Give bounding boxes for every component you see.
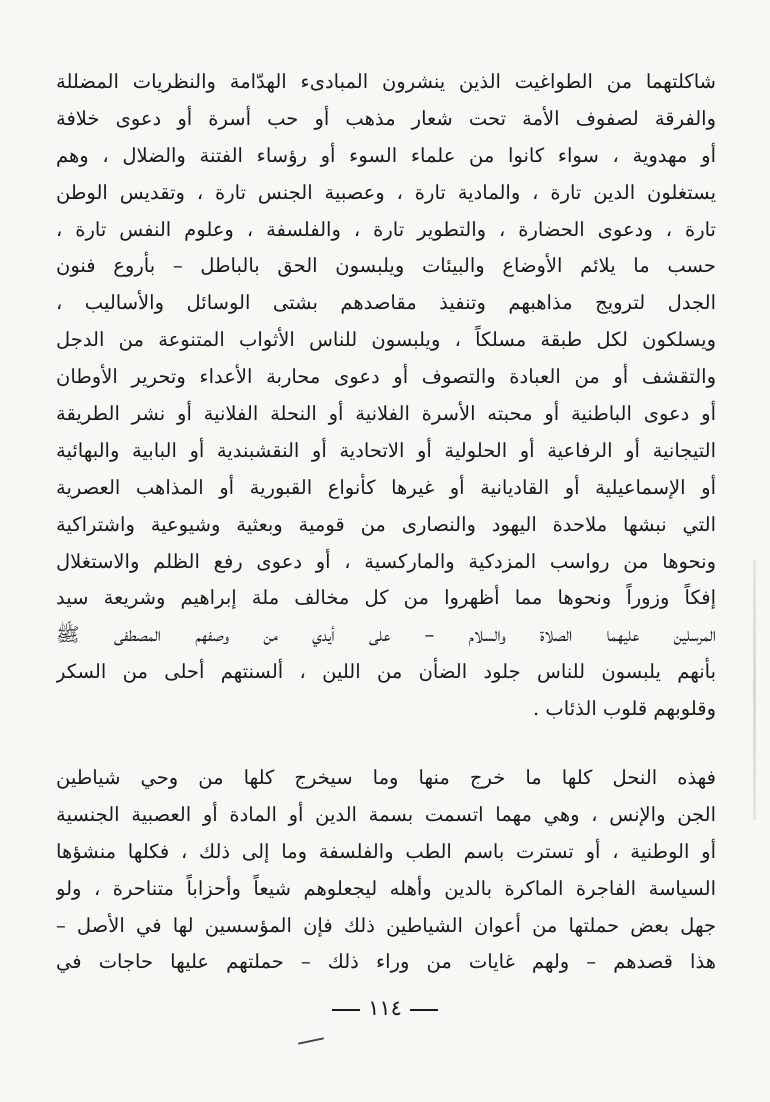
text-line: تارة ، ودعوى الحضارة ، والتطوير تارة ، والفلسفة ، وعلوم النفس تارة ، <box>56 217 716 241</box>
text-line: ونحوها من رواسب المزدكية والماركسية ، أو دعوى رفع الظلم والاستغلال <box>56 549 716 573</box>
scan-edge-shadow <box>753 560 756 820</box>
text-line: حسب ما يلائم الأوضاع والبيئات ويلبسون الحق بالباطل – بأروع فنون <box>56 254 716 278</box>
text-line: ويسلكون لكل طبقة مسلكاً ، ويلبسون للناس الأثواب المتنوعة من الدجل <box>56 328 716 352</box>
text-line: السياسة الفاجرة الماكرة بالدين وأهله ليجعلوهم شيعاً وأحزاباً متناحرة ، ولو <box>56 876 716 900</box>
text-line: جهل بعض حملتها من أعوان الشياطين ذلك فإن المؤسسين لها في الأصل – <box>56 913 716 937</box>
text-line: والتقشف أو من العبادة والتصوف أو دعوى محاربة الأعداء وتحرير الأوطان <box>56 365 716 389</box>
text-line: هذا قصدهم – ولهم غايات من وراء ذلك – حملتهم عليها حاجات في <box>56 950 716 974</box>
page-number <box>0 996 770 1020</box>
text-line: إفكاً وزوراً ونحوها مما أظهروا من كل مخالف ملة إبراهيم وشريعة سيد <box>56 586 716 610</box>
pen-stroke-mark <box>298 1037 324 1044</box>
text-line: وقلوبهم قلوب الذئاب . <box>533 697 716 721</box>
text-line: أو دعوى الباطنية أو محبته الأسرة الفلانية أو النحلة الفلانية أو نشر الطريقة <box>56 402 716 426</box>
text-line: الجن والإنس ، وهي مهما اتسمت بسمة الدين أو المادة أو العصبية الجنسية <box>56 802 716 826</box>
text-line: أو مهدوية ، سواء كانوا من علماء السوء أو رؤساء الفتنة والضلال ، وهم <box>56 143 716 167</box>
text-line: يستغلون الدين تارة ، والمادية تارة ، وعصبية الجنس تارة ، وتقديس الوطن <box>56 180 716 204</box>
text-line: التي نبشها ملاحدة اليهود والنصارى من قومية وبعثية وشيوعية واشتراكية <box>56 512 716 536</box>
page-number-text: ١١٤ <box>368 996 402 1020</box>
text-line: أو الإسماعيلية أو القاديانية أو غيرها كأنواع القبورية أو المذاهب العصرية <box>56 475 716 499</box>
paragraph-1 <box>56 64 716 728</box>
text-line: والفرقة لصفوف الأمة تحت شعار مذهب أو حب أسرة أو دعوى خلافة <box>56 106 716 130</box>
text-line: فهذه النحل كلها ما خرج منها وما سيخرج كلها من وحي شياطين <box>56 766 716 789</box>
paragraph-2 <box>56 760 716 981</box>
text-line: المرسلين عليهما الصلاة والسلام – على أيدي من وصفهم المصطفى ﷺ <box>56 623 716 647</box>
page-number-dash <box>410 1009 438 1011</box>
page-number-dash <box>332 1009 360 1011</box>
text-line: بأنهم يلبسون للناس جلود الضأن من اللين ، ألسنتهم أحلى من السكر <box>56 660 716 684</box>
text-line: شاكلتهما من الطواغيت الذين ينشرون المبادىء الهدّامة والنظريات المضللة <box>56 70 716 93</box>
text-line: التيجانية أو الرفاعية أو الحلولية أو الاتحادية أو النقشبندية أو البابية والبهائية <box>56 438 716 462</box>
text-line: الجدل لترويج مذاهبهم وتنفيذ مقاصدهم بشتى الوسائل والأساليب ، <box>56 291 716 315</box>
text-line: أو الوطنية ، أو تسترت باسم الطب والفلسفة وما إلى ذلك ، فكلها منشؤها <box>56 839 716 863</box>
